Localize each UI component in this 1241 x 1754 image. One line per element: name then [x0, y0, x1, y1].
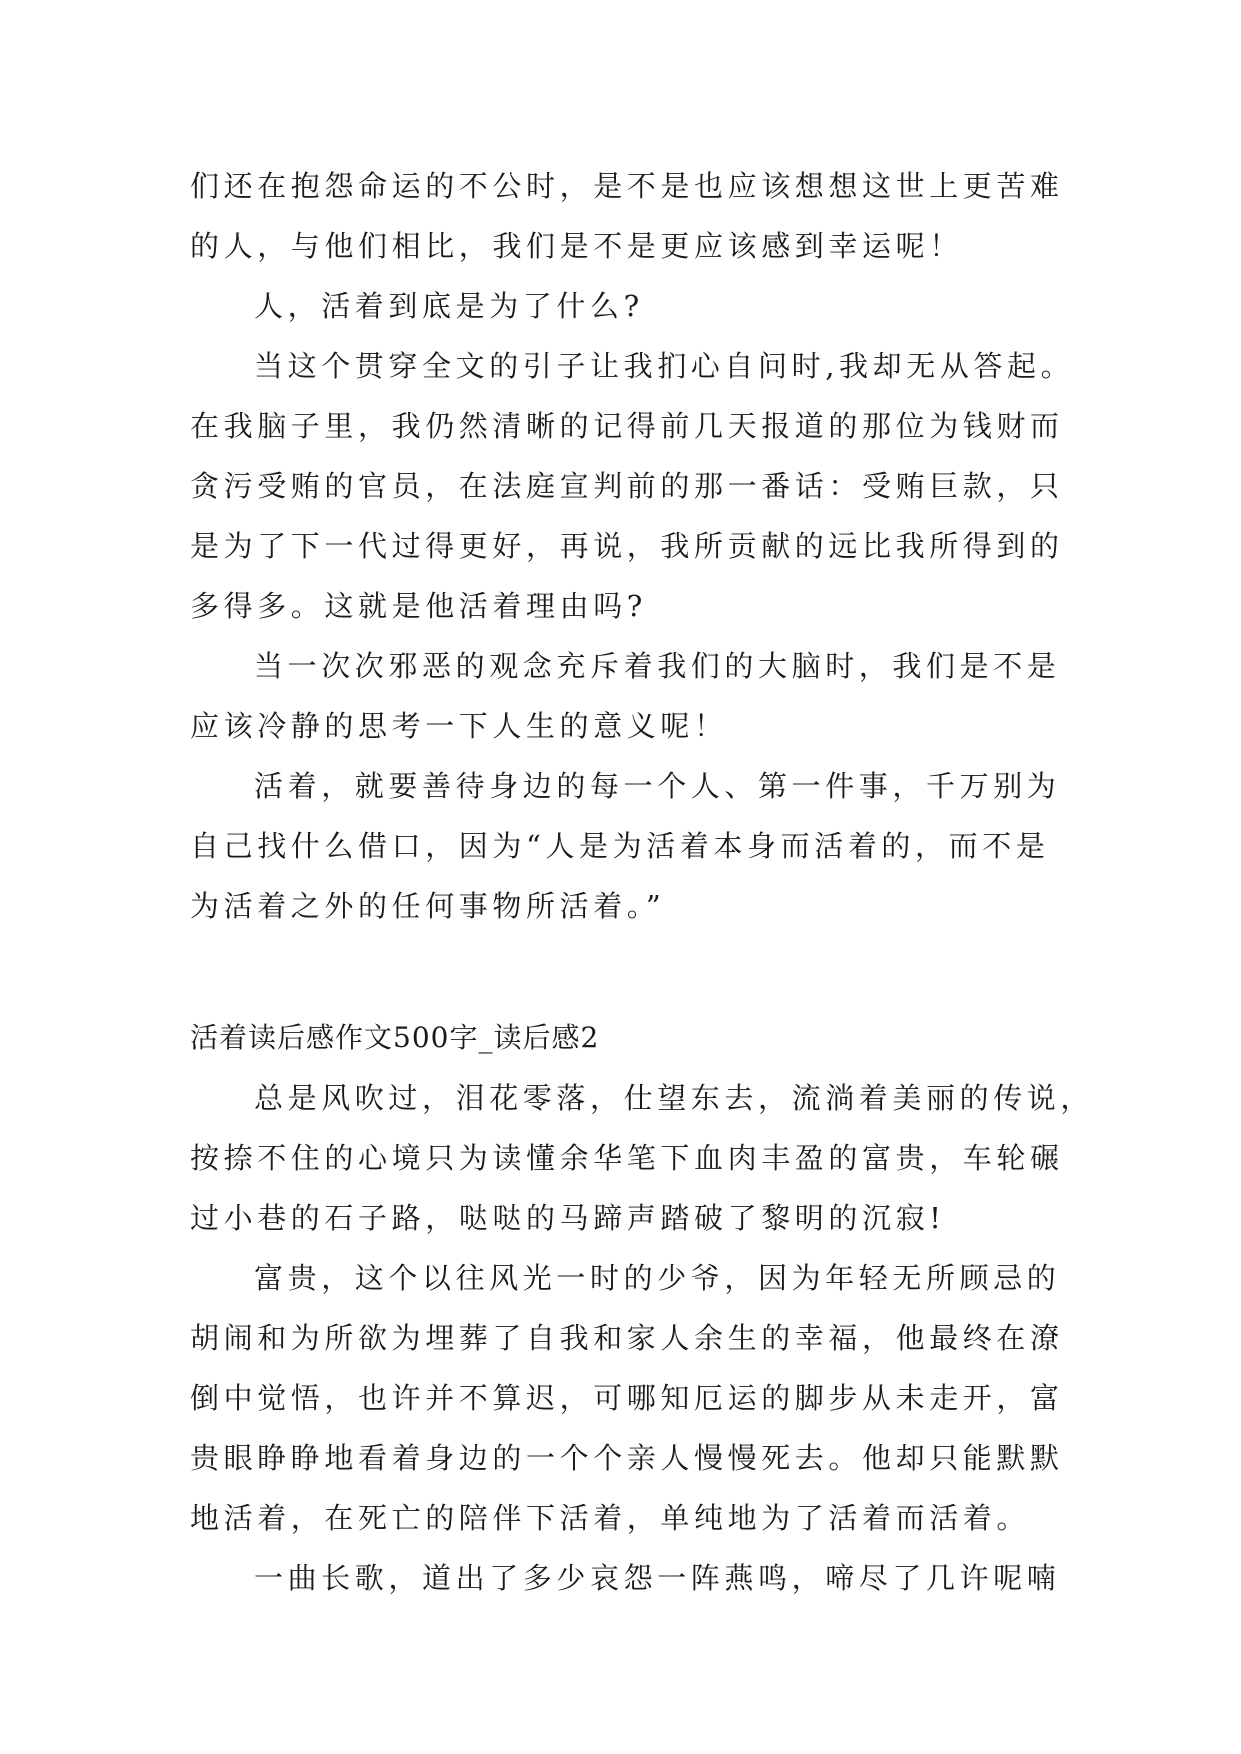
- text-line: 贪污受贿的官员，在法庭宣判前的那一番话：受贿巨款，只: [190, 469, 1064, 503]
- text-line: 是为了下一代过得更好，再说，我所贡献的远比我所得到的: [190, 529, 1064, 563]
- text-line: 富贵，这个以往风光一时的少爷，因为年轻无所顾忌的: [254, 1261, 1061, 1295]
- text-line: 倒中觉悟，也许并不算迟，可哪知厄运的脚步从未走开，富: [190, 1381, 1064, 1415]
- text-line: 按捺不住的心境只为读懂余华笔下血肉丰盈的富贵，车轮碾: [190, 1141, 1064, 1175]
- text-line: 在我脑子里，我仍然清晰的记得前几天报道的那位为钱财而: [190, 409, 1064, 443]
- section-gap: [190, 936, 1050, 1008]
- text-line: 当这个贯穿全文的引子让我扪心自问时,我却无从答起。: [254, 349, 1075, 383]
- text-line: 贵眼睁睁地看着身边的一个个亲人慢慢死去。他却只能默默: [190, 1441, 1064, 1475]
- text-line: 为活着之外的任何事物所活着。”: [190, 889, 666, 923]
- text-line: 人，活着到底是为了什么?: [254, 289, 644, 323]
- text-line: 一曲长歌，道出了多少哀怨一阵燕鸣，啼尽了几许呢喃: [254, 1561, 1061, 1595]
- text-line: 自己找什么借口，因为“人是为活着本身而活着的，而不是: [190, 829, 1050, 863]
- section-heading: 活着读后感作文500字_读后感2: [190, 1021, 600, 1054]
- text-line: 的人，与他们相比，我们是不是更应该感到幸运呢！: [190, 229, 963, 263]
- text-line: 过小巷的石子路，哒哒的马蹄声踏破了黎明的沉寂!: [190, 1201, 946, 1235]
- document-page: [190, 156, 1095, 1608]
- text-line: 们还在抱怨命运的不公时，是不是也应该想想这世上更苦难: [190, 169, 1064, 203]
- text-line: 胡闹和为所欲为埋葬了自我和家人余生的幸福，他最终在潦: [190, 1321, 1064, 1355]
- text-line: 多得多。这就是他活着理由吗?: [190, 589, 647, 623]
- text-line: 总是风吹过，泪花零落，仕望东去，流淌着美丽的传说，: [254, 1081, 1095, 1115]
- text-line: 活着，就要善待身边的每一个人、第一件事，千万别为: [254, 769, 1061, 803]
- text-line: 地活着，在死亡的陪伴下活着，单纯地为了活着而活着。: [190, 1501, 1031, 1535]
- text-line: 应该冷静的思考一下人生的意义呢！: [190, 709, 728, 743]
- text-line: 当一次次邪恶的观念充斥着我们的大脑时，我们是不是: [254, 649, 1061, 683]
